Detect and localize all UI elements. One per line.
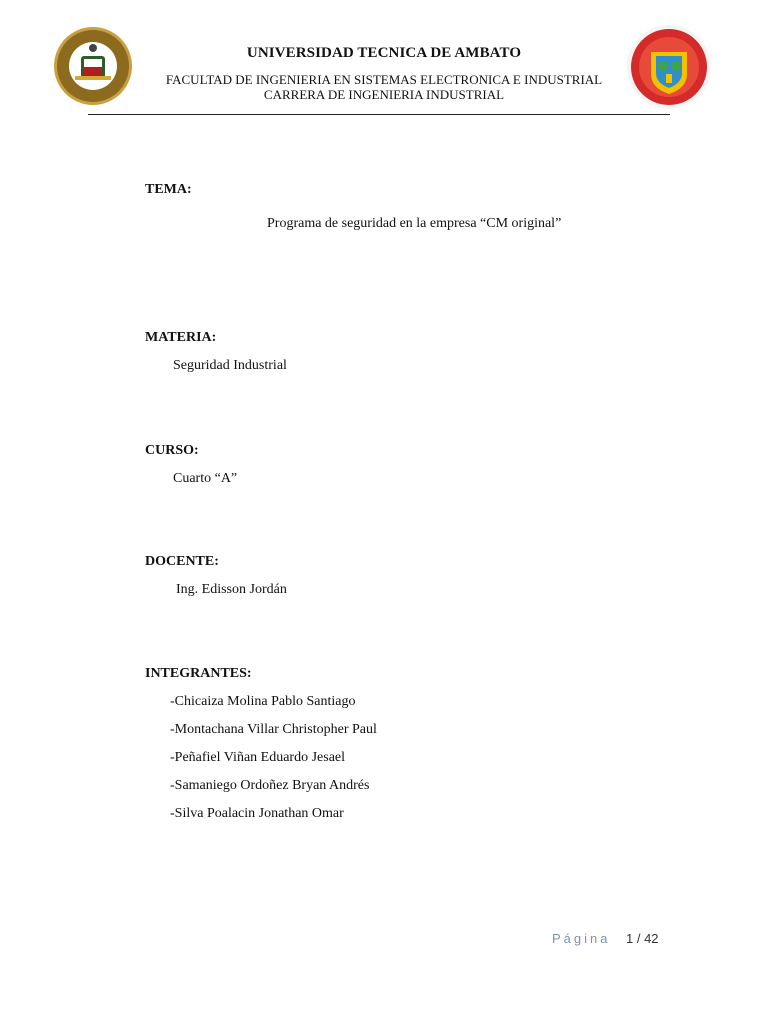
page-number: 1 / 42	[626, 931, 659, 946]
header-divider	[88, 114, 670, 115]
integrante-item: -Silva Poalacin Jonathan Omar	[170, 806, 344, 821]
faculty-name: FACULTAD DE INGENIERIA EN SISTEMAS ELECTRONICA E INDUSTRIAL	[165, 72, 603, 87]
integrante-item: -Chicaiza Molina Pablo Santiago	[170, 694, 356, 709]
docente-value: Ing. Edisson Jordán	[176, 582, 287, 597]
materia-label: MATERIA:	[145, 330, 217, 345]
tema-value: Programa de seguridad en la empresa “CM original”	[267, 216, 562, 231]
page-label: Página	[552, 931, 611, 946]
curso-label: CURSO:	[145, 443, 199, 458]
career-name: CARRERA DE INGENIERIA INDUSTRIAL	[263, 87, 505, 102]
materia-value: Seguridad Industrial	[173, 358, 287, 373]
curso-value: Cuarto “A”	[173, 471, 238, 486]
integrante-item: -Samaniego Ordoñez Bryan Andrés	[170, 778, 370, 793]
tema-label: TEMA:	[145, 182, 192, 197]
docente-label: DOCENTE:	[145, 554, 219, 569]
university-name: UNIVERSIDAD TECNICA DE AMBATO	[246, 45, 522, 61]
integrantes-label: INTEGRANTES:	[145, 666, 252, 681]
integrante-item: -Montachana Villar Christopher Paul	[170, 722, 377, 737]
integrante-item: -Peñafiel Viñan Eduardo Jesael	[170, 750, 346, 765]
